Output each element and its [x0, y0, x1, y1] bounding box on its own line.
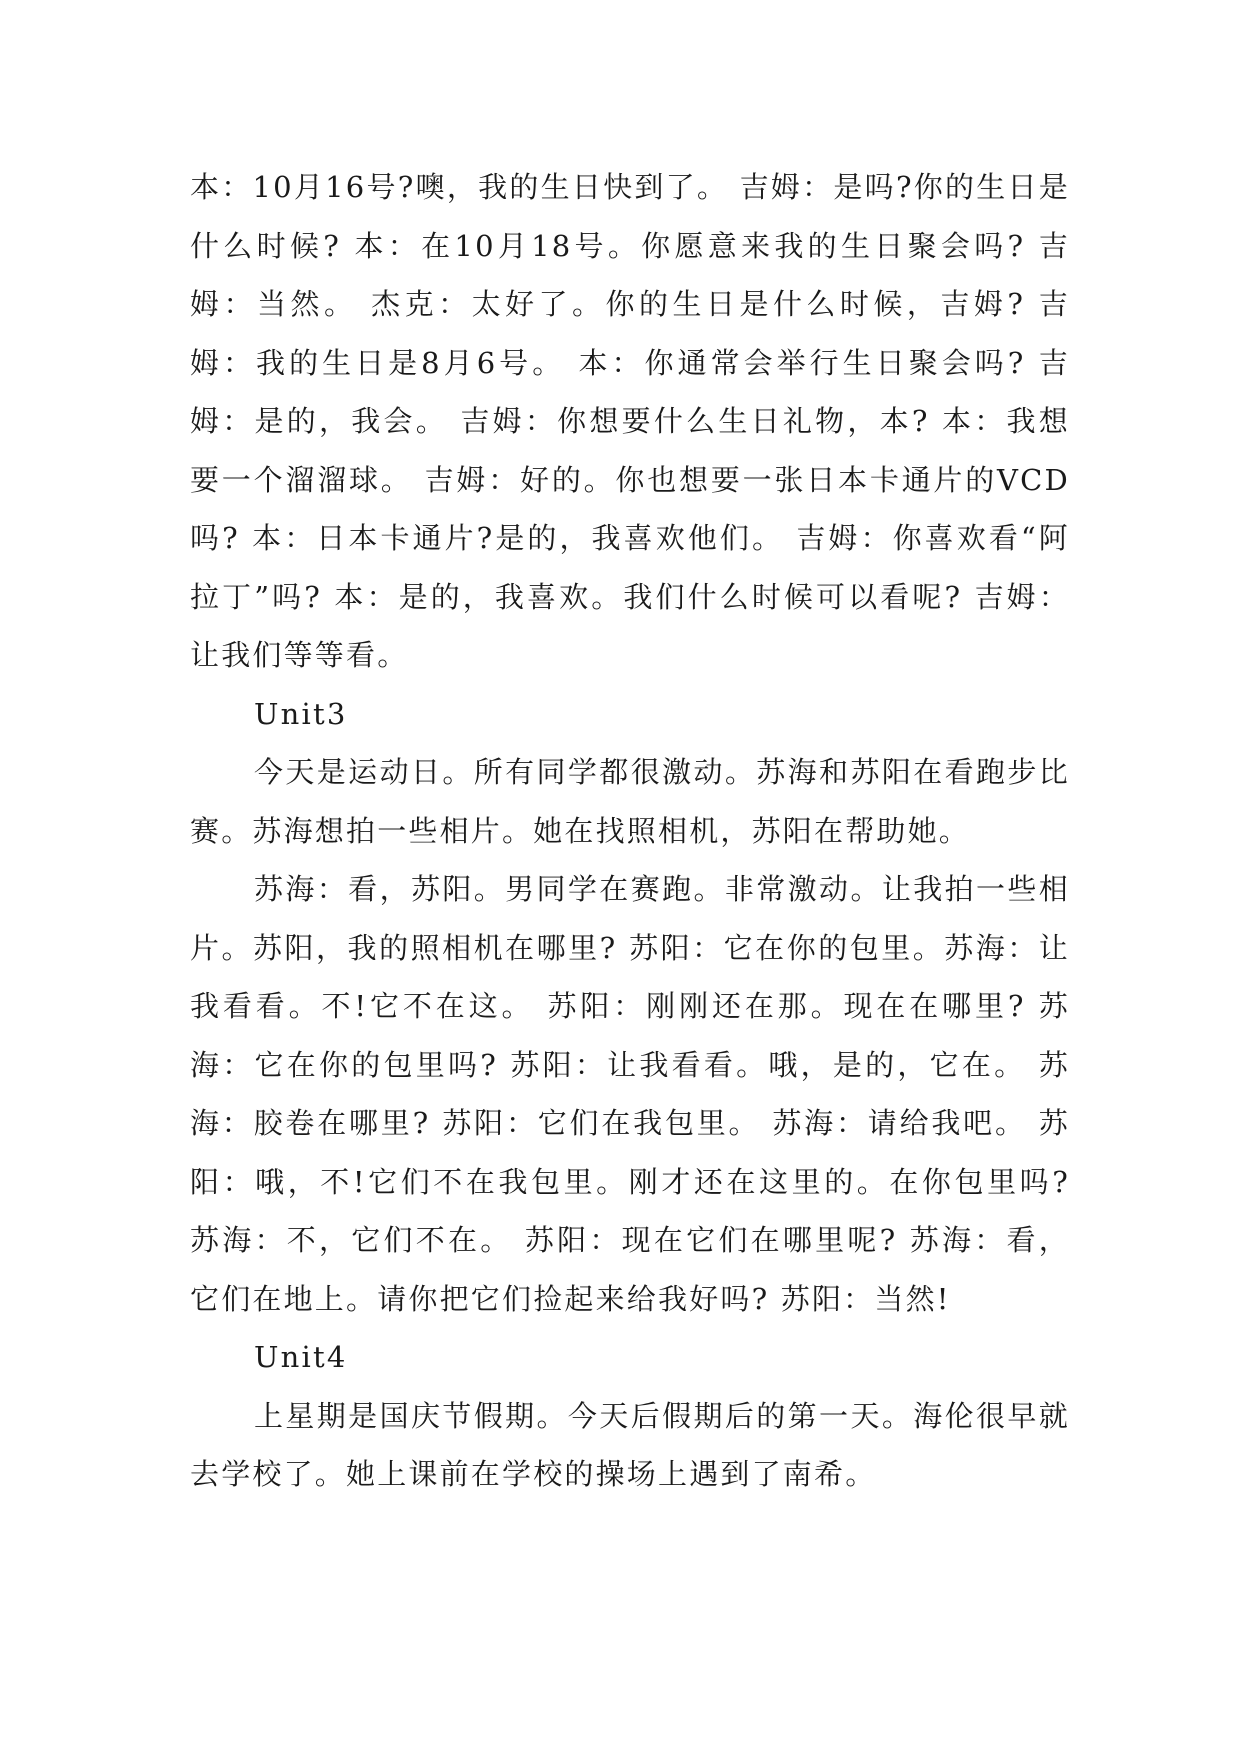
heading-unit3: Unit3	[254, 696, 348, 731]
paragraph-sports-day-intro: 今天是运动日。所有同学都很激动。苏海和苏阳在看跑步比赛。苏海想拍一些相片。她在找照相机，苏阳在帮助她。	[190, 755, 1070, 848]
heading-unit4: Unit4	[254, 1340, 348, 1374]
paragraph-dialogue-camera: 苏海：看，苏阳。男同学在赛跑。非常激动。让我拍一些相片。苏阳，我的照相机在哪里? 苏阳：它在你的包里。苏海：让我看看。不!它不在这。 苏阳：刚刚还在那。现在在哪里? 苏海：它在你的包里吗? 苏阳：让我看看。哦，是的，它在。 苏海：胶卷在哪里? 苏阳：它们在我包里。 苏海：请给我吧。 苏阳：哦，不!它们不在我包里。刚才还在这里的。在你包里吗? 苏海：不，它们不在。 苏阳：现在它们在哪里呢? 苏海：看，它们在地上。请你把它们捡起来给我好吗? 苏阳：当然!	[190, 872, 1070, 1316]
paragraph-dialogue-birthday: 本：10月16号?噢，我的生日快到了。 吉姆：是吗?你的生日是什么时候? 本：在10月18号。你愿意来我的生日聚会吗? 吉姆：当然。 杰克：太好了。你的生日是什么时候，吉姆? 吉姆：我的生日是8月6号。 本：你通常会举行生日聚会吗? 吉姆：是的，我会。 吉姆：你想要什么生日礼物，本? 本：我想要一个溜溜球。 吉姆：好的。你也想要一张日本卡通片的VCD吗? 本：日本卡通片?是的，我喜欢他们。 吉姆：你喜欢看“阿拉丁”吗? 本：是的，我喜欢。我们什么时候可以看呢? 吉姆：让我们等等看。	[190, 170, 1070, 672]
document-page	[190, 158, 1070, 1504]
paragraph-national-day-intro: 上星期是国庆节假期。今天后假期后的第一天。海伦很早就去学校了。她上课前在学校的操场上遇到了南希。	[190, 1398, 1070, 1491]
